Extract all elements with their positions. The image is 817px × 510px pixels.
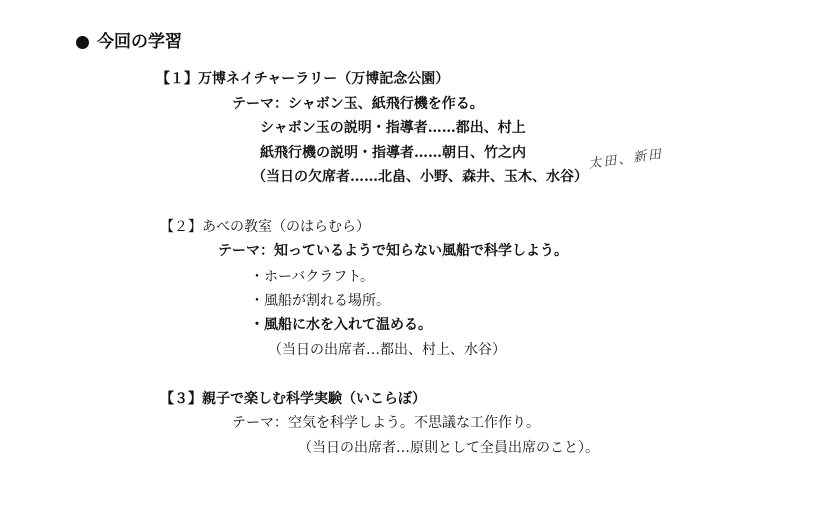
section-1-line: 紙飛行機の説明・指導者……朝日、竹之内 [260, 145, 526, 161]
section-2-line: ・ホーバクラフト。 [250, 269, 375, 285]
section-2-heading: 【２】あべの教室（のはらむら） [160, 219, 370, 235]
section-3-heading: 【３】親子で楽しむ科学実験（いこらぼ） [160, 391, 426, 407]
section-1-line: シャボン玉の説明・指導者……都出、村上 [260, 120, 526, 136]
page-title-text: 今回の学習 [97, 32, 182, 52]
section-1-attendance: （当日の欠席者……北畠、小野、森井、玉木、水谷） [252, 169, 588, 185]
section-2-line: ・風船に水を入れて温める。 [250, 317, 432, 333]
section-2-line: ・風船が割れる場所。 [250, 293, 390, 309]
section-1-theme: テーマ：シャボン玉、紙飛行機を作る。 [232, 96, 484, 112]
bullet-icon [76, 36, 89, 49]
section-2-attendance: （当日の出席者…都出、村上、水谷） [268, 342, 506, 358]
section-3-theme: テーマ：空気を科学しよう。不思議な工作作り。 [232, 415, 540, 431]
handwritten-note: 太田、新田 [587, 146, 664, 173]
section-3-attendance: （当日の出席者…原則として全員出席のこと）。 [298, 440, 599, 456]
page-title [76, 34, 182, 51]
section-2-theme: テーマ：知っているようで知らない風船で科学しよう。 [218, 243, 568, 259]
section-1-heading: 【１】万博ネイチャーラリー（万博記念公園） [156, 71, 450, 87]
